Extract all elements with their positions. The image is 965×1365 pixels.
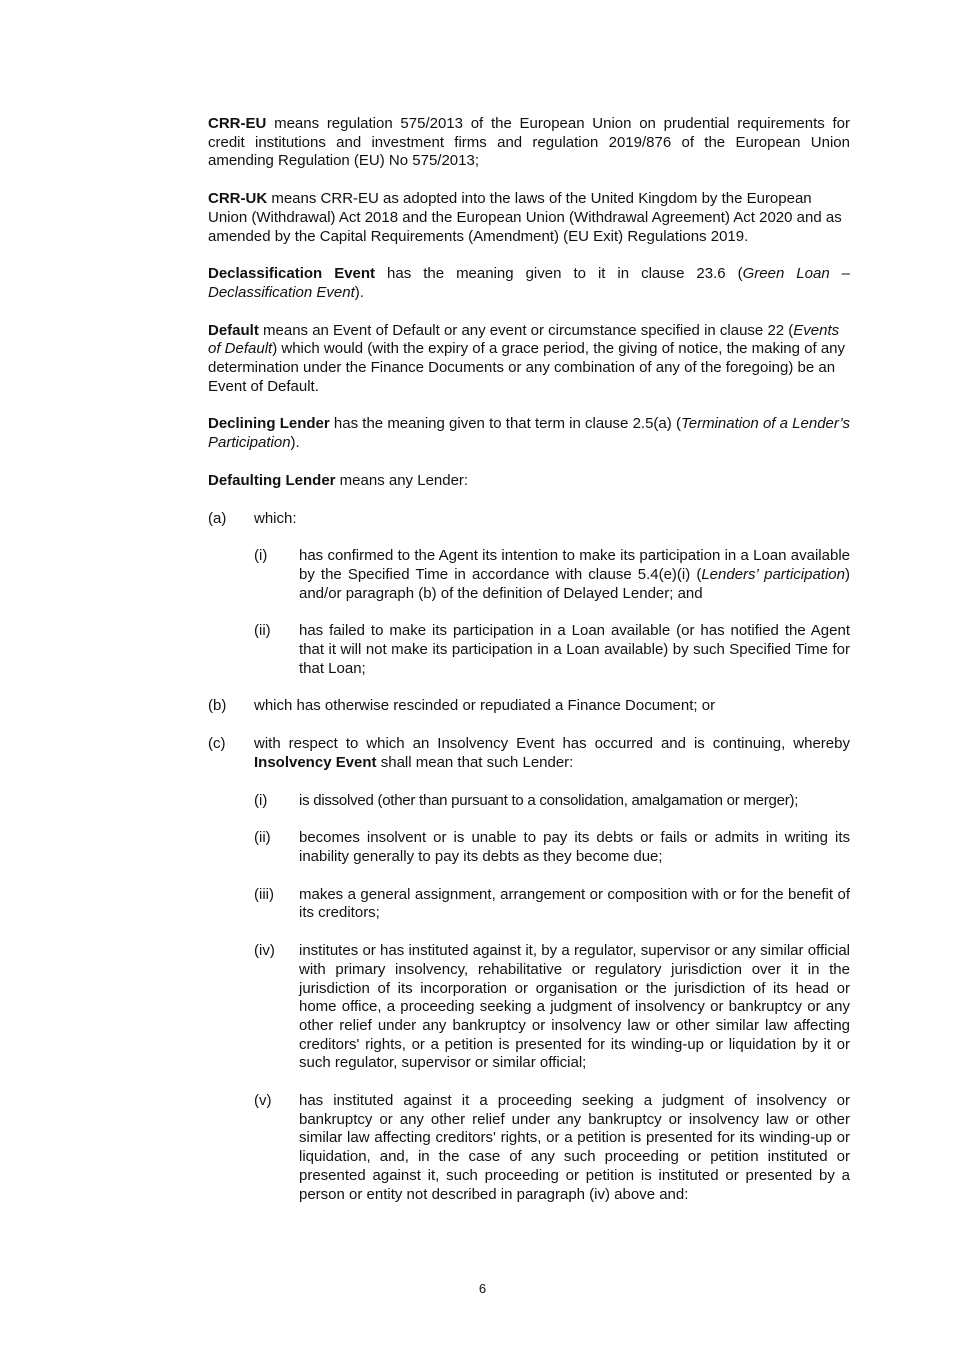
- defined-term: Default: [208, 321, 259, 339]
- defined-term: CRR-EU: [208, 115, 267, 132]
- item-text: makes a general assignment, arrangement or composition with or for the benefit of its creditors;: [299, 885, 850, 922]
- list-item-c-ii: [208, 829, 850, 866]
- item-text: which:: [254, 509, 297, 527]
- defined-term: Declining Lender: [208, 415, 330, 433]
- item-text: which has otherwise rescinded or repudiated a Finance Document; or: [254, 697, 716, 715]
- item-label: (v): [254, 1092, 272, 1110]
- item-text-part: has confirmed to the Agent its intention to make its participation in a Loan available by the Specified Time in accordance with clause 5.4(e)(i) (: [299, 547, 850, 583]
- item-label: (iii): [254, 885, 274, 903]
- definition-text-cont: ) which would (with the expiry of a grace period, the giving of notice, the making of any determination under the Finance Documents or any combination of any of the foregoing) be an Event of Default.: [208, 340, 846, 395]
- definition-text: has the meaning given to it in clause 23.6 (: [375, 265, 743, 283]
- definition-defaulting-lender: [208, 472, 850, 491]
- defined-term: Defaulting Lender: [208, 471, 336, 489]
- clause-reference: Lenders’ participation: [701, 565, 845, 583]
- list-item-c: [208, 735, 850, 772]
- item-label: (iv): [254, 942, 275, 960]
- defined-term: Declassification Event: [208, 265, 376, 283]
- item-text: becomes insolvent or is unable to pay its debts or fails or admits in writing its inability generally to pay its debts as they become due;: [299, 829, 850, 865]
- definition-declining-lender: [208, 415, 850, 452]
- definition-text: means CRR-EU as adopted into the laws of the United Kingdom by the European Union (Withdrawal) Act 2018 and the European Union (Withdrawal Agreement) Act 2020 and as amended by the Capital Requirements (Amendment) (EU Exit) Regulations 2019.: [208, 190, 842, 245]
- defined-term: Insolvency Event: [254, 753, 377, 771]
- item-text-part: ) and/or paragraph (b) of the definition of Delayed Lender; and: [299, 565, 850, 602]
- item-label: (i): [254, 547, 268, 565]
- definition-text: means any Lender:: [335, 471, 469, 489]
- clause-reference: Termination of a Lender’s Participation: [208, 415, 851, 452]
- list-item-c-iii: [208, 886, 850, 923]
- clause-reference: Green Loan – Declassification Event: [208, 265, 851, 301]
- item-text-part: shall mean that such Lender:: [376, 753, 574, 771]
- item-text: has failed to make its participation in a Loan available (or has notified the Agent that it will not make its participation in a Loan available) by such Specified Time for that Loan;: [299, 622, 850, 677]
- list-item-c-v: [208, 1092, 850, 1204]
- item-label: (c): [208, 735, 226, 753]
- definition-tail: ).: [290, 434, 300, 452]
- defined-term: CRR-UK: [208, 190, 268, 208]
- definition-default: [208, 322, 850, 397]
- document-page: [208, 115, 850, 1223]
- item-text: [254, 735, 850, 772]
- definition-crr-uk: [208, 190, 850, 246]
- list-item-a: [208, 510, 850, 529]
- list-item-b: [208, 697, 850, 716]
- item-label: (b): [208, 697, 227, 715]
- clause-reference: Events of Default: [208, 321, 840, 358]
- item-label: (ii): [254, 829, 271, 847]
- list-item-a-ii: [208, 622, 850, 678]
- definition-text: means an Event of Default or any event or circumstance specified in clause 22 (: [258, 321, 794, 339]
- definition-text: means regulation 575/2013 of the European Union on prudential requirements for credit institutions and investment firms and regulation 2019/876 of the European Union amending Regulation (EU) No 575/2013;: [208, 115, 850, 170]
- list-item-a-i: [208, 547, 850, 603]
- item-text: is dissolved (other than pursuant to a consolidation, amalgamation or merger);: [299, 791, 799, 809]
- page-number: 6: [478, 1281, 487, 1296]
- list-item-c-iv: [208, 942, 850, 1073]
- item-text: institutes or has instituted against it, by a regulator, supervisor or any similar official with primary insolvency, rehabilitative or regulatory jurisdiction over it in the jurisdiction of its incorporation or organisation or the jurisdiction of its head or home office, a proceeding seeking a judgment of insolvency or bankruptcy or any other relief under any bankruptcy or insolvency law or other similar law affecting creditors' rights, or a petition is presented for its winding-up or liquidation by it or such regulator, supervisor or similar official;: [299, 942, 850, 1072]
- definition-tail: ).: [354, 283, 364, 301]
- list-item-c-i: [208, 792, 850, 811]
- item-label: (a): [208, 509, 227, 527]
- definition-declassification-event: [208, 265, 850, 302]
- definition-crr-eu: [208, 115, 850, 171]
- item-text: [299, 547, 850, 603]
- item-label: (i): [254, 791, 268, 809]
- definition-text: has the meaning given to that term in clause 2.5(a) (: [329, 415, 681, 433]
- item-text-part: with respect to which an Insolvency Event has occurred and is continuing, whereby: [254, 735, 850, 753]
- item-label: (ii): [254, 622, 271, 640]
- item-text: has instituted against it a proceeding seeking a judgment of insolvency or bankruptcy or any other relief under any bankruptcy or insolvency law or other similar law affecting creditors' rights, or a petition is presented for its winding-up or liquidation, and, in the case of any such proceeding or petition instituted or presented against it, such proceeding or petition is instituted or presented by a person or entity not described in paragraph (iv) above and:: [299, 1092, 850, 1203]
